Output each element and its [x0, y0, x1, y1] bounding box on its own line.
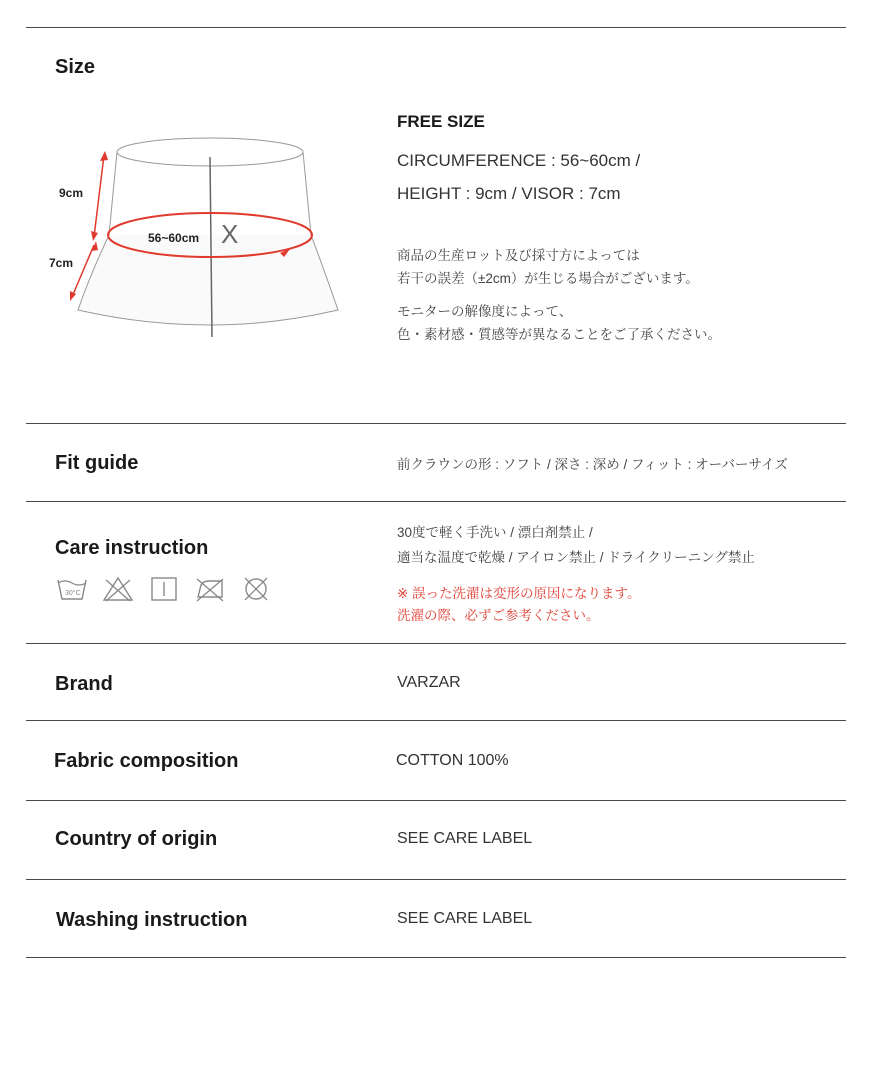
visor-dimension: 7cm [49, 256, 74, 270]
size-note-tolerance: 商品の生産ロット及び採寸方によっては 若干の誤差（±2cm）が生じる場合がございます。 [397, 248, 699, 286]
circumference-dimension: 56~60cm [148, 231, 200, 245]
divider [26, 800, 846, 801]
fit-guide-label: Fit guide [55, 452, 139, 474]
fabric-composition-label: Fabric composition [54, 750, 239, 772]
fit-guide-value: 前クラウンの形 : ソフト / 深さ : 深め / フィット : オーバーサイズ [397, 457, 788, 472]
no-bleach-icon [101, 575, 135, 603]
hand-wash-30-icon [55, 575, 89, 603]
care-icons [55, 575, 273, 603]
divider [26, 879, 846, 880]
spec-height-visor: HEIGHT : 9cm / VISOR : 7cm [397, 184, 621, 203]
height-dimension: 9cm [59, 186, 84, 200]
svg-text:30°C: 30°C [65, 590, 81, 597]
divider [26, 720, 846, 721]
spec-circumference: CIRCUMFERENCE : 56~60cm / [397, 151, 641, 170]
divider [26, 27, 846, 28]
size-heading: Size [55, 56, 96, 78]
country-of-origin-value: SEE CARE LABEL [397, 830, 533, 847]
divider [26, 957, 846, 958]
dry-icon [147, 575, 181, 603]
no-iron-icon [193, 575, 227, 603]
svg-text:X: X [221, 219, 239, 249]
brand-value: VARZAR [397, 674, 461, 691]
washing-instruction-value: SEE CARE LABEL [397, 910, 533, 927]
size-note-monitor: モニターの解像度によって、 色・素材感・質感等が異なることをご了承ください。 [397, 304, 721, 342]
divider [26, 643, 846, 644]
no-dry-clean-icon [239, 575, 273, 603]
divider [26, 501, 846, 502]
country-of-origin-label: Country of origin [55, 828, 218, 850]
care-warning: ※ 誤った洗濯は変形の原因になります。 洗濯の際、必ずご参考ください。 [397, 586, 641, 623]
washing-instruction-label: Washing instruction [56, 909, 248, 931]
care-instruction-text: 30度で軽く手洗い / 漂白剤禁止 / 適当な温度で乾燥 / アイロン禁止 / ドライクリーニング禁止 [397, 525, 755, 565]
brand-label: Brand [55, 673, 113, 695]
fabric-composition-value: COTTON 100% [396, 752, 509, 769]
free-size-label: FREE SIZE [397, 112, 485, 131]
care-instruction-label: Care instruction [55, 537, 209, 559]
divider [26, 423, 846, 424]
